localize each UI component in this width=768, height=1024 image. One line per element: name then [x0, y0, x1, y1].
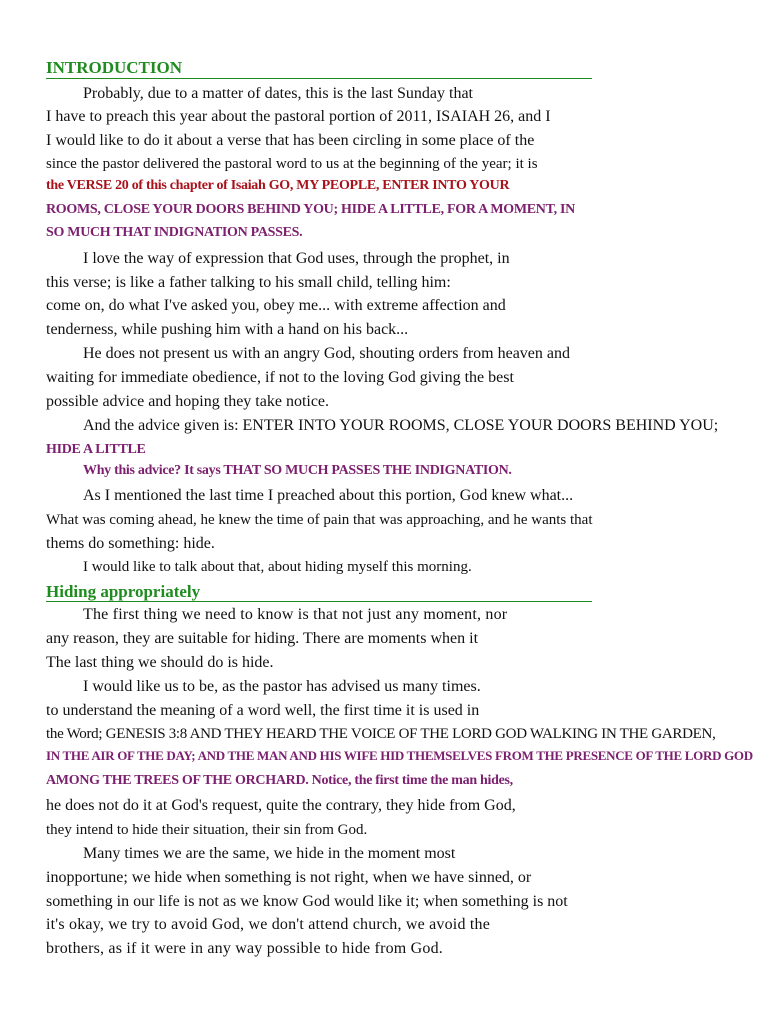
paragraph-line: since the pastor delivered the pastoral word to us at the beginning of the year; it is [46, 156, 538, 172]
paragraph-line: it's okay, we try to avoid God, we don't attend church, we avoid the [46, 916, 490, 933]
paragraph-line: I have to preach this year about the pastoral portion of 2011, ISAIAH 26, and I [46, 108, 551, 125]
paragraph-line: the Word; GENESIS 3:8 AND THEY HEARD THE VOICE OF THE LORD GOD WALKING IN THE GARDEN, [46, 726, 716, 742]
paragraph-line: The first thing we need to know is that not just any moment, nor [83, 606, 508, 623]
paragraph-line: any reason, they are suitable for hiding. There are moments when it [46, 630, 479, 647]
paragraph-line: something in our life is not as we know God would like it; when something is not [46, 893, 568, 910]
verse-quote-line: IN THE AIR OF THE DAY; AND THE MAN AND HIS WIFE HID THEMSELVES FROM THE PRESENCE OF THE LORD GOD [46, 748, 753, 763]
paragraph-line: I would like to do it about a verse that has been circling in some place of the [46, 132, 535, 149]
paragraph-line: As I mentioned the last time I preached about this portion, God knew what... [83, 487, 574, 504]
paragraph-line: come on, do what I've asked you, obey me... with extreme affection and [46, 297, 506, 314]
verse-quote-line: the VERSE 20 of this chapter of Isaiah GO, MY PEOPLE, ENTER INTO YOUR [46, 178, 510, 193]
heading-underline [46, 601, 592, 602]
paragraph-line: possible advice and hoping they take notice. [46, 393, 330, 410]
paragraph-line: brothers, as if it were in any way possible to hide from God. [46, 940, 444, 957]
paragraph-line: he does not do it at God's request, quite the contrary, they hide from God, [46, 797, 516, 814]
paragraph-line: And the advice given is: ENTER INTO YOUR ROOMS, CLOSE YOUR DOORS BEHIND YOU; [83, 417, 719, 434]
verse-quote-line: SO MUCH THAT INDIGNATION PASSES. [46, 225, 303, 240]
verse-quote-line: HIDE A LITTLE [46, 442, 146, 457]
paragraph-line: Probably, due to a matter of dates, this is the last Sunday that [83, 85, 473, 102]
paragraph-line: they intend to hide their situation, their sin from God. [46, 822, 368, 838]
paragraph-line: He does not present us with an angry God, shouting orders from heaven and [83, 345, 570, 362]
paragraph-line: this verse; is like a father talking to his small child, telling him: [46, 274, 451, 291]
paragraph-line: What was coming ahead, he knew the time of pain that was approaching, and he wants that [46, 512, 593, 528]
paragraph-line: I would like to talk about that, about hiding myself this morning. [83, 559, 472, 575]
verse-quote-line: Why this advice? It says THAT SO MUCH PASSES THE INDIGNATION. [83, 463, 512, 478]
paragraph-line: I would like us to be, as the pastor has advised us many times. [83, 678, 481, 695]
paragraph-line: to understand the meaning of a word well, the first time it is used in [46, 702, 480, 719]
paragraph-line: I love the way of expression that God uses, through the prophet, in [83, 250, 510, 267]
paragraph-line: The last thing we should do is hide. [46, 654, 274, 671]
paragraph-line: inopportune; we hide when something is not right, when we have sinned, or [46, 869, 532, 886]
section-heading-hiding-appropriately: Hiding appropriately [46, 582, 201, 601]
paragraph-line: thems do something: hide. [46, 535, 215, 552]
paragraph-line: waiting for immediate obedience, if not to the loving God giving the best [46, 369, 514, 386]
verse-quote-line: AMONG THE TREES OF THE ORCHARD. Notice, the first time the man hides, [46, 773, 513, 788]
section-heading-introduction: INTRODUCTION [46, 58, 183, 77]
paragraph-line: tenderness, while pushing him with a hand on his back... [46, 321, 409, 338]
heading-underline [46, 78, 592, 79]
paragraph-line: Many times we are the same, we hide in the moment most [83, 845, 456, 862]
verse-quote-line: ROOMS, CLOSE YOUR DOORS BEHIND YOU; HIDE A LITTLE, FOR A MOMENT, IN [46, 202, 575, 217]
